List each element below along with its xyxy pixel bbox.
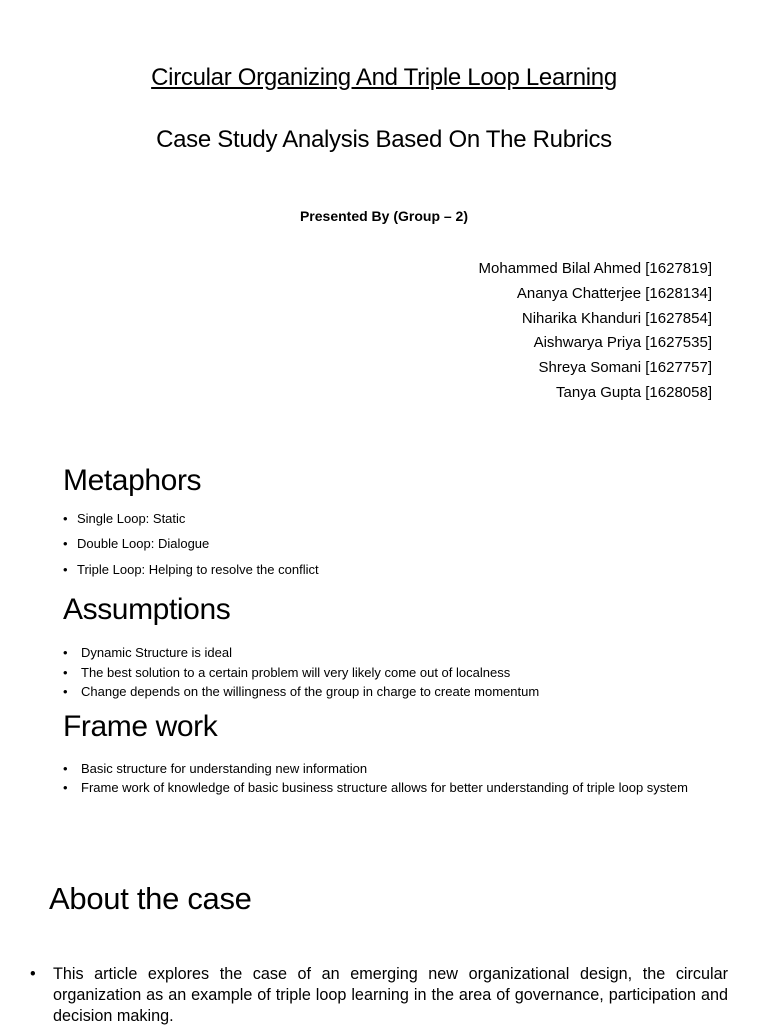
list-item: • Single Loop: Static xyxy=(63,511,319,536)
member-name: Tanya Gupta [1628058] xyxy=(556,383,712,401)
presented-by: Presented By (Group – 2) xyxy=(299,208,469,224)
list-item: • Change depends on the willingness of the group in charge to create momentum xyxy=(63,684,539,704)
member-name: Niharika Khanduri [1627854] xyxy=(521,309,712,327)
list-item: • This article explores the case of an emerging new organizational design, the circular organization as an example of triple loop learning in the area of governance, participation and decision making. xyxy=(30,964,728,1027)
metaphors-list xyxy=(63,511,319,587)
member-name: Ananya Chatterjee [1628134] xyxy=(516,284,712,302)
member-name: Shreya Somani [1627757] xyxy=(538,359,712,377)
member-name: Aishwarya Priya [1627535] xyxy=(533,334,712,352)
list-item: • The best solution to a certain problem will very likely come out of localness xyxy=(63,665,539,685)
member-name: Mohammed Bilal Ahmed [1627819] xyxy=(478,260,712,277)
assumptions-list xyxy=(63,645,539,704)
list-item: • Frame work of knowledge of basic business structure allows for better understanding of triple loop system xyxy=(63,778,703,797)
list-item: • Basic structure for understanding new information xyxy=(63,759,703,778)
document-title: Circular Organizing And Triple Loop Learning xyxy=(151,64,617,91)
about-heading: About the case xyxy=(49,881,252,916)
document-subtitle: Case Study Analysis Based On The Rubrics xyxy=(156,126,612,153)
about-list xyxy=(30,964,728,1027)
assumptions-heading: Assumptions xyxy=(63,593,231,626)
member-list xyxy=(479,257,712,406)
framework-heading: Frame work xyxy=(63,710,218,743)
list-item: • Dynamic Structure is ideal xyxy=(63,645,539,665)
metaphors-heading: Metaphors xyxy=(63,464,202,497)
list-item: • Triple Loop: Helping to resolve the conflict xyxy=(63,562,319,587)
list-item: • Double Loop: Dialogue xyxy=(63,536,319,561)
framework-list xyxy=(63,759,703,797)
